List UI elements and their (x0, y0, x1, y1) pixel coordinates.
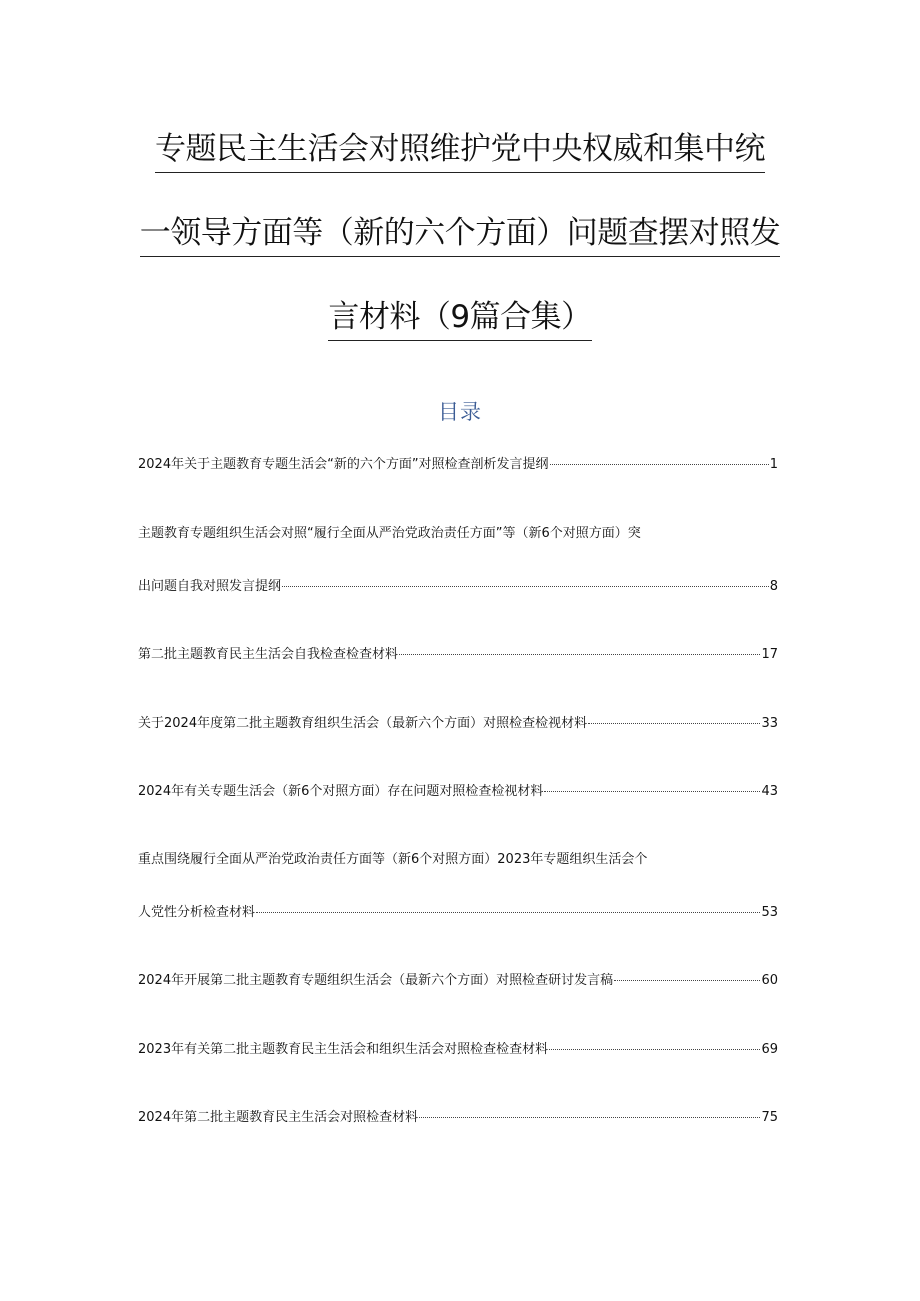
toc-entry-8[interactable] (138, 1041, 778, 1059)
toc-entry-title: 2024年有关专题生活会（新6个对照方面）存在问题对照检查检视材料 (138, 784, 544, 799)
toc-page-number: 33 (761, 716, 778, 731)
toc-entry-title: 2024年开展第二批主题教育专题组织生活会（最新六个方面）对照检查研讨发言稿 (138, 973, 614, 988)
toc-entry-7[interactable] (138, 972, 778, 990)
toc-leader-dots (588, 723, 760, 724)
toc-page-number: 8 (769, 579, 778, 594)
toc-entry-title: 2024年第二批主题教育民主生活会对照检查材料 (138, 1110, 419, 1125)
toc-leader-dots (544, 791, 760, 792)
title-line-1: 专题民主生活会对照维护党中央权威和集中统 (155, 128, 765, 173)
toc-entry-6-continued[interactable] (138, 904, 778, 922)
title-line-3: 言材料（9篇合集） (328, 296, 591, 341)
toc-entry-title: 2023年有关第二批主题教育民主生活会和组织生活会对照检查检查材料 (138, 1042, 549, 1057)
toc-leader-dots (549, 1049, 760, 1050)
toc-page-number: 60 (761, 973, 778, 988)
toc-page-number: 53 (761, 905, 778, 920)
toc-entry-3[interactable] (138, 646, 778, 664)
toc-leader-dots (550, 464, 769, 465)
toc-page-number: 17 (761, 647, 778, 662)
toc-entry-9[interactable] (138, 1109, 778, 1127)
title-line-2: 一领导方面等（新的六个方面）问题查摆对照发 (140, 212, 781, 257)
toc-leader-dots (399, 654, 760, 655)
toc-entry-6[interactable] (138, 851, 778, 869)
toc-entry-5[interactable] (138, 783, 778, 801)
toc-entry-2-continued[interactable] (138, 578, 778, 596)
toc-page-number: 1 (769, 457, 778, 472)
toc-page-number: 43 (761, 784, 778, 799)
toc-entry-2[interactable] (138, 525, 778, 543)
document-title (0, 128, 920, 380)
toc-entry-title: 主题教育专题组织生活会对照“履行全面从严治党政治责任方面”等（新6个对照方面）突 (138, 526, 641, 541)
toc-entry-title-continued: 出问题自我对照发言提纲 (138, 579, 282, 594)
toc-leader-dots (419, 1117, 760, 1118)
toc-entry-1[interactable] (138, 456, 778, 474)
toc-entry-title-continued: 人党性分析检查材料 (138, 905, 256, 920)
toc-entry-title: 2024年关于主题教育专题生活会“新的六个方面”对照检查剖析发言提纲 (138, 457, 549, 472)
toc-entry-title: 关于2024年度第二批主题教育组织生活会（最新六个方面）对照检查检视材料 (138, 716, 588, 731)
toc-entry-4[interactable] (138, 715, 778, 733)
toc-entry-title: 第二批主题教育民主生活会自我检查检查材料 (138, 647, 399, 662)
toc-leader-dots (614, 980, 760, 981)
toc-page-number: 69 (761, 1042, 778, 1057)
toc-leader-dots (282, 586, 769, 587)
toc-page-number: 75 (761, 1110, 778, 1125)
toc-heading: 目录 (438, 400, 482, 424)
toc-leader-dots (256, 912, 760, 913)
toc-entry-title: 重点围绕履行全面从严治党政治责任方面等（新6个对照方面）2023年专题组织生活会个 (138, 852, 648, 867)
